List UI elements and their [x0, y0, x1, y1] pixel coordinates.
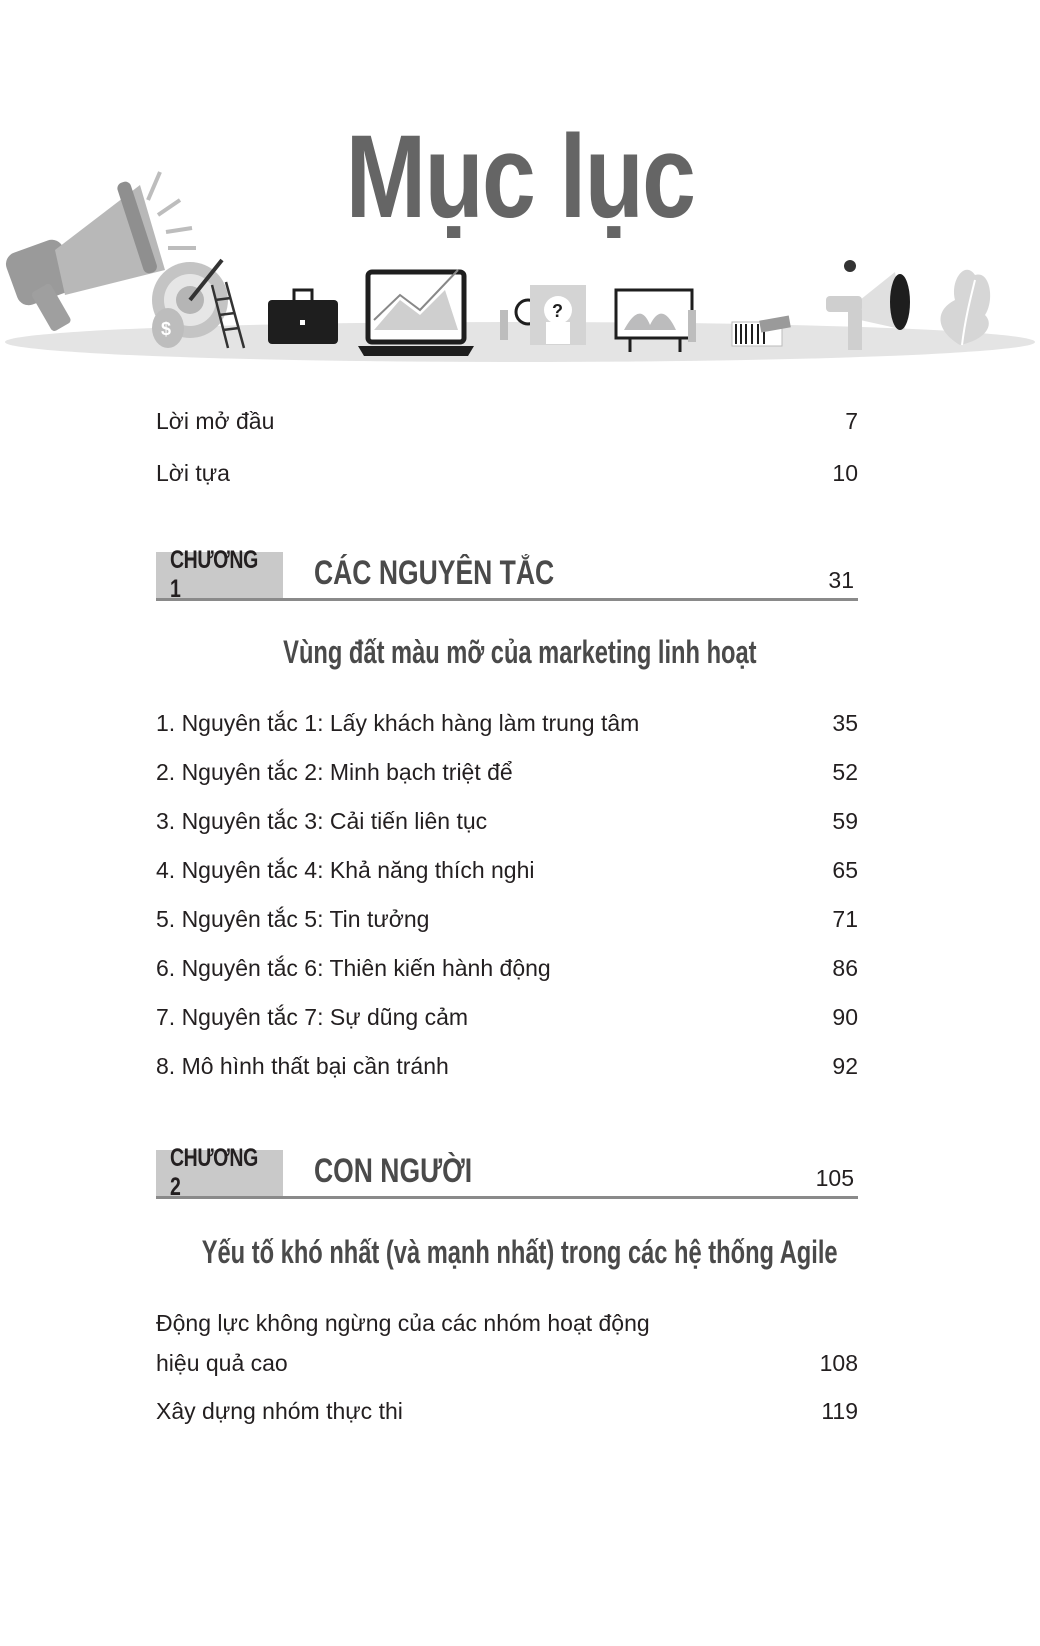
page-title: Mục lục [345, 111, 695, 243]
toc-entry[interactable] [156, 955, 858, 982]
chapter-1-header[interactable] [156, 546, 858, 603]
question-head-icon [530, 285, 586, 345]
entry-page: 52 [832, 759, 858, 785]
laptop-chart-icon [358, 270, 474, 356]
chapter-name: CÁC NGUYÊN TẮC [314, 554, 555, 592]
chapter-2-subtitle: Yếu tố khó nhất (và mạnh nhất) trong các hệ thống Agile [202, 1234, 838, 1270]
money-bag-icon [152, 308, 184, 348]
entry-page: 10 [832, 460, 858, 486]
entry-label: 1. Nguyên tắc 1: Lấy khách hàng làm trung tâm [156, 710, 640, 736]
toc-entry[interactable] [156, 759, 858, 786]
toc-entry[interactable] [156, 808, 858, 835]
entry-page: 108 [819, 1350, 858, 1376]
toc-entry[interactable] [156, 1398, 858, 1425]
chapter-name: CON NGƯỜI [314, 1152, 473, 1190]
entry-label: 8. Mô hình thất bại cần tránh [156, 1053, 449, 1079]
entry-page: 71 [832, 906, 858, 932]
entry-label: 3. Nguyên tắc 3: Cải tiến liên tục [156, 808, 488, 834]
entry-page: 65 [832, 857, 858, 883]
entry-label: 6. Nguyên tắc 6: Thiên kiến hành động [156, 955, 551, 981]
toc-entry[interactable] [156, 1004, 858, 1031]
chapter-tag: CHƯƠNG 2 [156, 1150, 283, 1196]
toc-entry-line1[interactable] [156, 1310, 858, 1337]
svg-text:$: $ [161, 319, 172, 339]
entry-page: 119 [821, 1398, 858, 1424]
svg-text:?: ? [552, 301, 563, 321]
toc-entry[interactable] [156, 906, 858, 933]
entry-label: 5. Nguyên tắc 5: Tin tưởng [156, 906, 430, 932]
entry-label: 4. Nguyên tắc 4: Khả năng thích nghi [156, 857, 535, 883]
toc-entry[interactable] [156, 1350, 858, 1377]
barcode-brand-icon [732, 315, 791, 346]
entry-page: 86 [832, 955, 858, 981]
entry-label: Lời mở đầu [156, 408, 275, 434]
entry-page: 35 [832, 710, 858, 736]
entry-page: 90 [832, 1004, 858, 1030]
entry-page: 92 [832, 1053, 858, 1079]
plant-icon [941, 270, 991, 345]
briefcase-icon [268, 290, 338, 344]
chapter-2-header[interactable] [156, 1144, 858, 1201]
chapter-tag: CHƯƠNG 1 [156, 552, 283, 598]
entry-label: hiệu quả cao [156, 1350, 288, 1376]
entry-label: Động lực không ngừng của các nhóm hoạt động [156, 1310, 650, 1336]
entry-page: 59 [832, 808, 858, 834]
toc-entry-preface[interactable] [156, 460, 858, 487]
entry-label: Xây dựng nhóm thực thi [156, 1398, 403, 1424]
toc-entry[interactable] [156, 710, 858, 737]
chapter-page: 31 [828, 567, 854, 593]
entry-label: Lời tựa [156, 460, 230, 486]
toc-entry[interactable] [156, 857, 858, 884]
entry-label: 7. Nguyên tắc 7: Sự dũng cảm [156, 1004, 469, 1030]
toc-entry[interactable] [156, 1053, 858, 1080]
entry-label: 2. Nguyên tắc 2: Minh bạch triệt để [156, 759, 513, 785]
toc-entry-foreword[interactable] [156, 408, 858, 435]
chapter-page: 105 [815, 1165, 854, 1191]
entry-page: 7 [845, 408, 858, 434]
chapter-1-subtitle: Vùng đất màu mỡ của marketing linh hoạt [283, 634, 757, 670]
illustration-banner [0, 160, 1040, 370]
